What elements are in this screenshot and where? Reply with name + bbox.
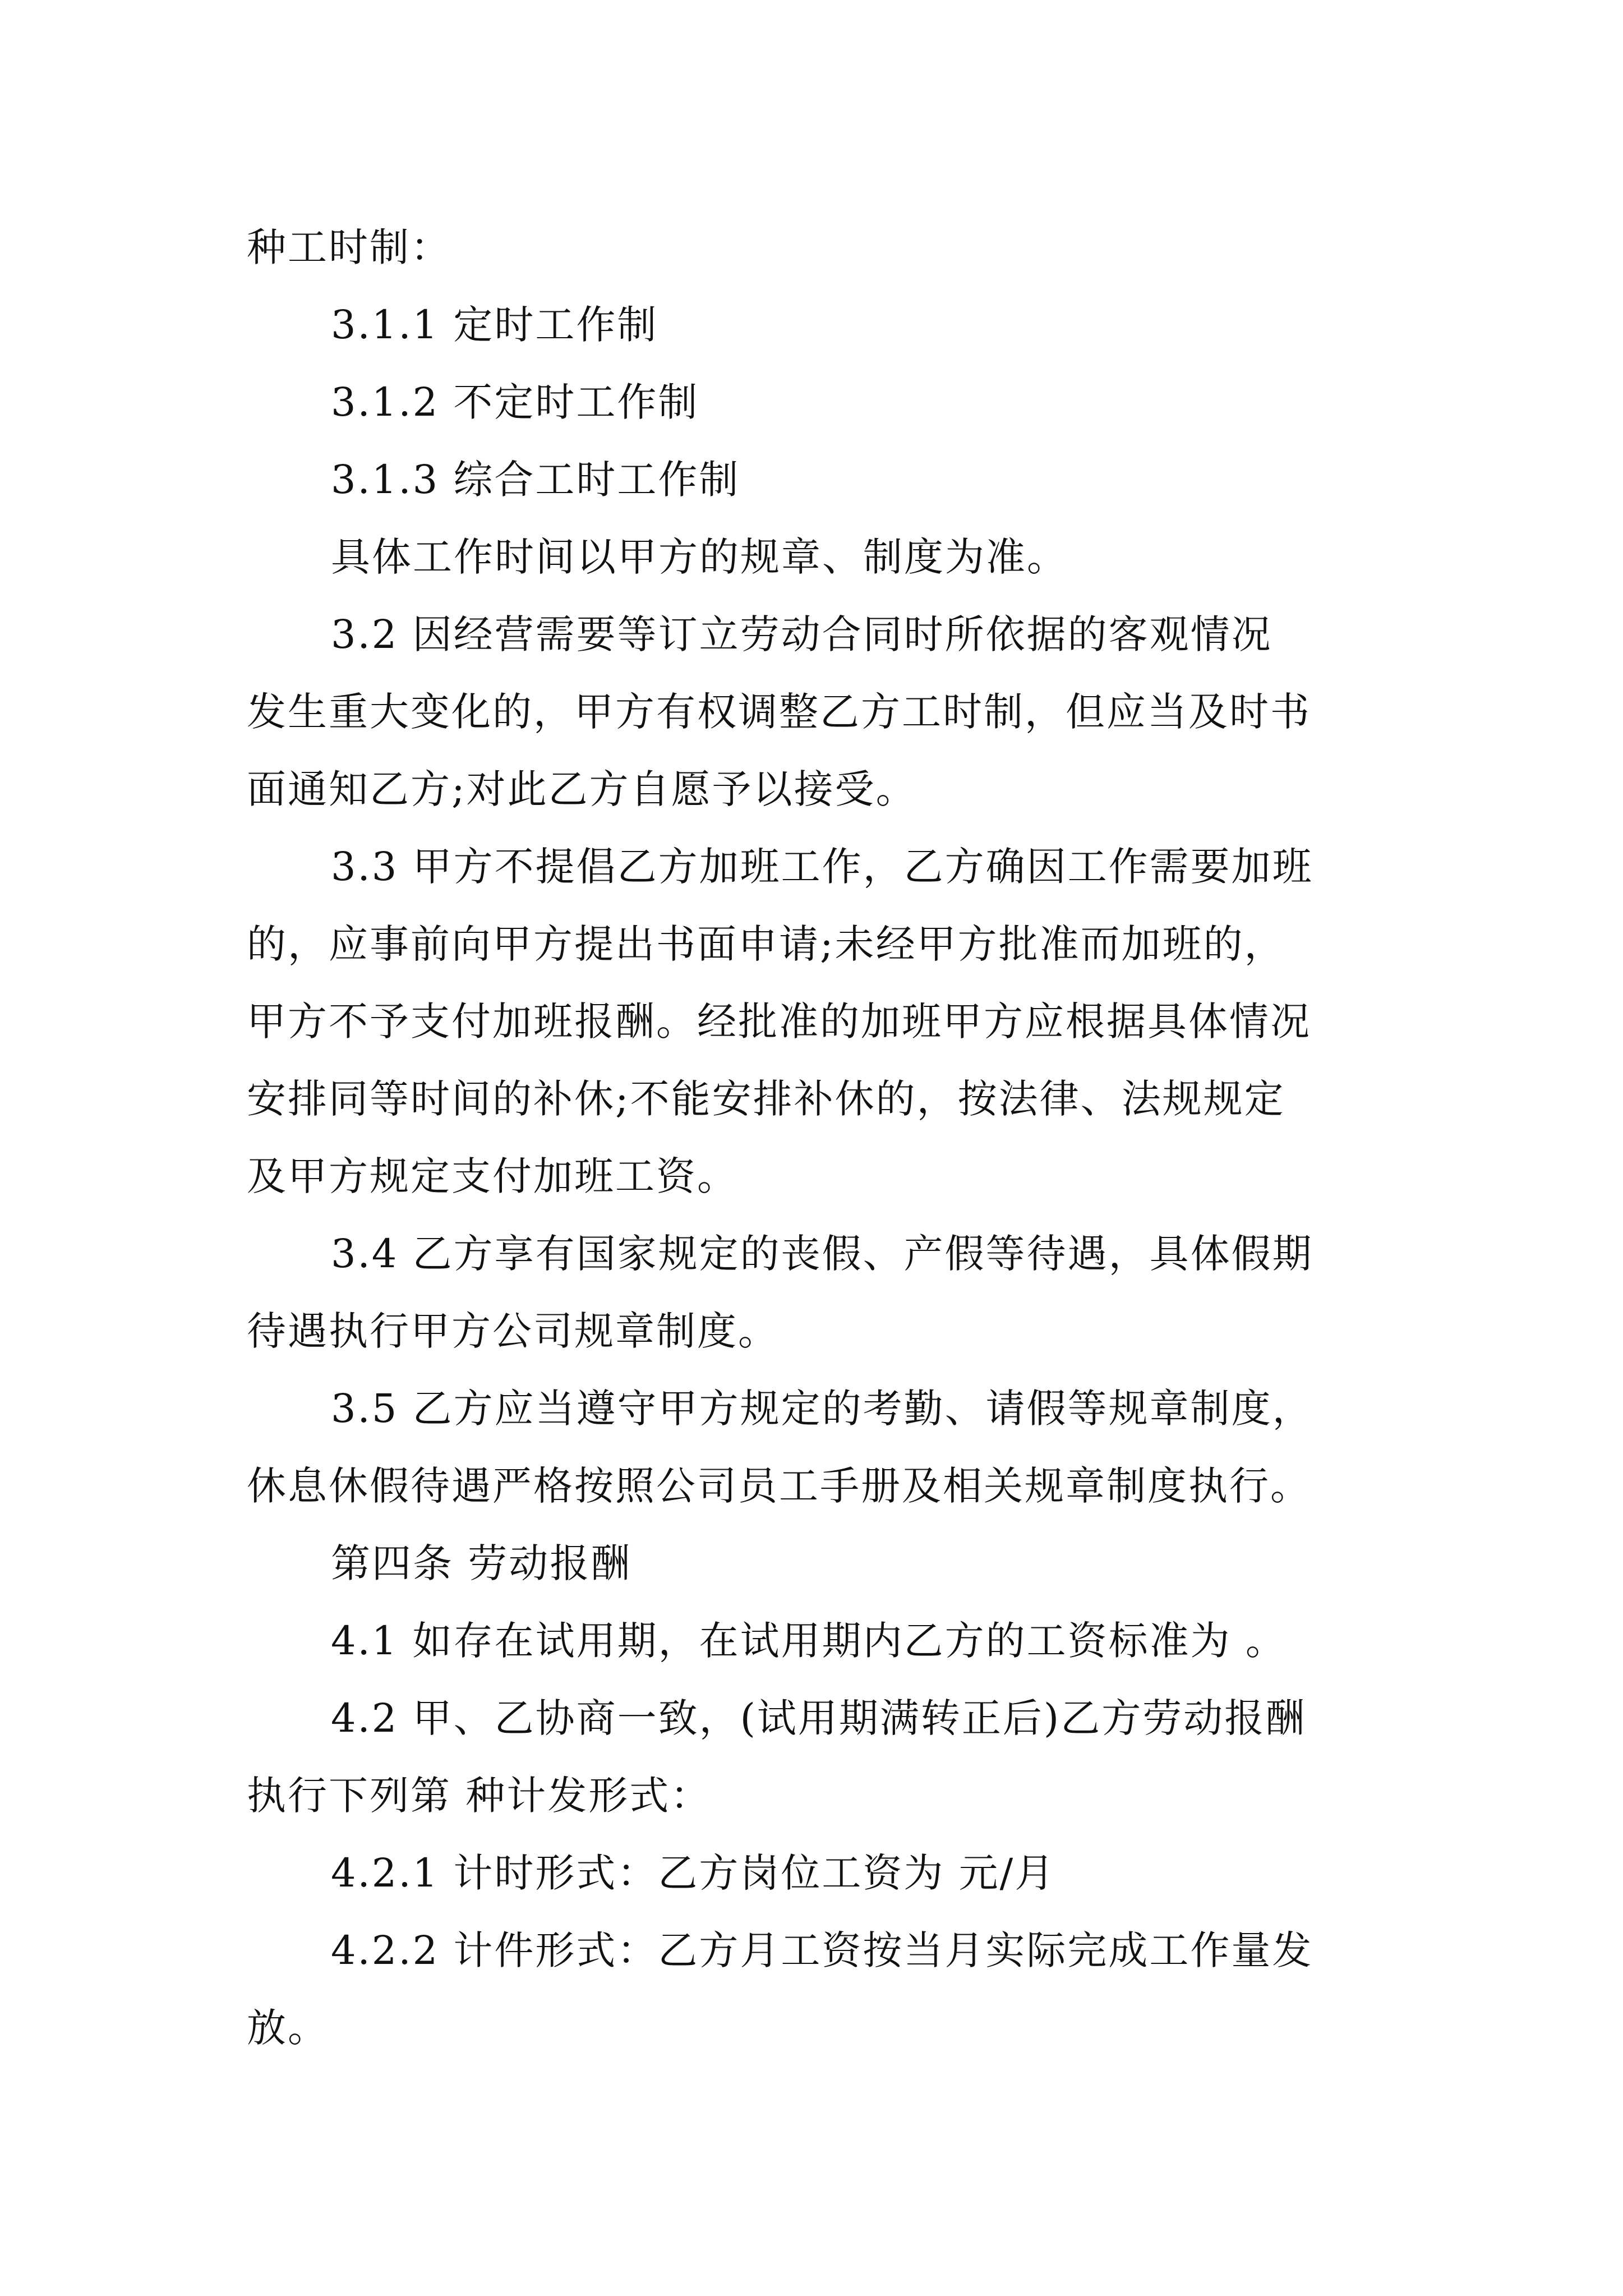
text-line: 休息休假待遇严格按照公司员工手册及相关规章制度执行。: [247, 1463, 1311, 1509]
text-line: 放。: [247, 2005, 329, 2051]
text-line: 安排同等时间的补休;不能安排补休的，按法律、法规规定: [247, 1076, 1285, 1122]
text-line: 及甲方规定支付加班工资。: [247, 1153, 738, 1199]
text-line: 执行下列第 种计发形式：: [247, 1773, 712, 1819]
text-line: 3.1.3 综合工时工作制: [331, 457, 740, 503]
text-line: 4.2.2 计件形式：乙方月工资按当月实际完成工作量发: [331, 1927, 1313, 1973]
text-line: 面通知乙方;对此乙方自愿予以接受。: [247, 766, 917, 812]
text-line: 甲方不予支付加班报酬。经批准的加班甲方应根据具体情况: [247, 999, 1311, 1045]
text-line: 3.4 乙方享有国家规定的丧假、产假等待遇，具体假期: [331, 1231, 1313, 1277]
text-line: 4.2.1 计时形式：乙方岗位工资为 元/月: [331, 1850, 1056, 1896]
text-line: 待遇执行甲方公司规章制度。: [247, 1308, 779, 1354]
text-line: 3.2 因经营需要等订立劳动合同时所依据的客观情况: [331, 611, 1272, 657]
text-line: 3.5 乙方应当遵守甲方规定的考勤、请假等规章制度，: [331, 1386, 1313, 1432]
text-line: 发生重大变化的，甲方有权调整乙方工时制，但应当及时书: [247, 689, 1311, 735]
document-body: [247, 209, 1391, 2067]
text-line: 具体工作时间以甲方的规章、制度为准。: [331, 534, 1068, 580]
text-line: 种工时制：: [247, 224, 451, 270]
text-line: 4.2 甲、乙协商一致，(试用期满转正后)乙方劳动报酬: [331, 1695, 1307, 1741]
section-heading: 第四条 劳动报酬: [331, 1540, 632, 1586]
text-line: 4.1 如存在试用期，在试用期内乙方的工资标准为 。: [331, 1618, 1287, 1664]
text-line: 的，应事前向甲方提出书面申请;未经甲方批准而加班的，: [247, 921, 1285, 967]
text-line: 3.1.2 不定时工作制: [331, 379, 699, 425]
text-line: 3.3 甲方不提倡乙方加班工作，乙方确因工作需要加班: [331, 844, 1313, 890]
text-line: 3.1.1 定时工作制: [331, 302, 658, 348]
